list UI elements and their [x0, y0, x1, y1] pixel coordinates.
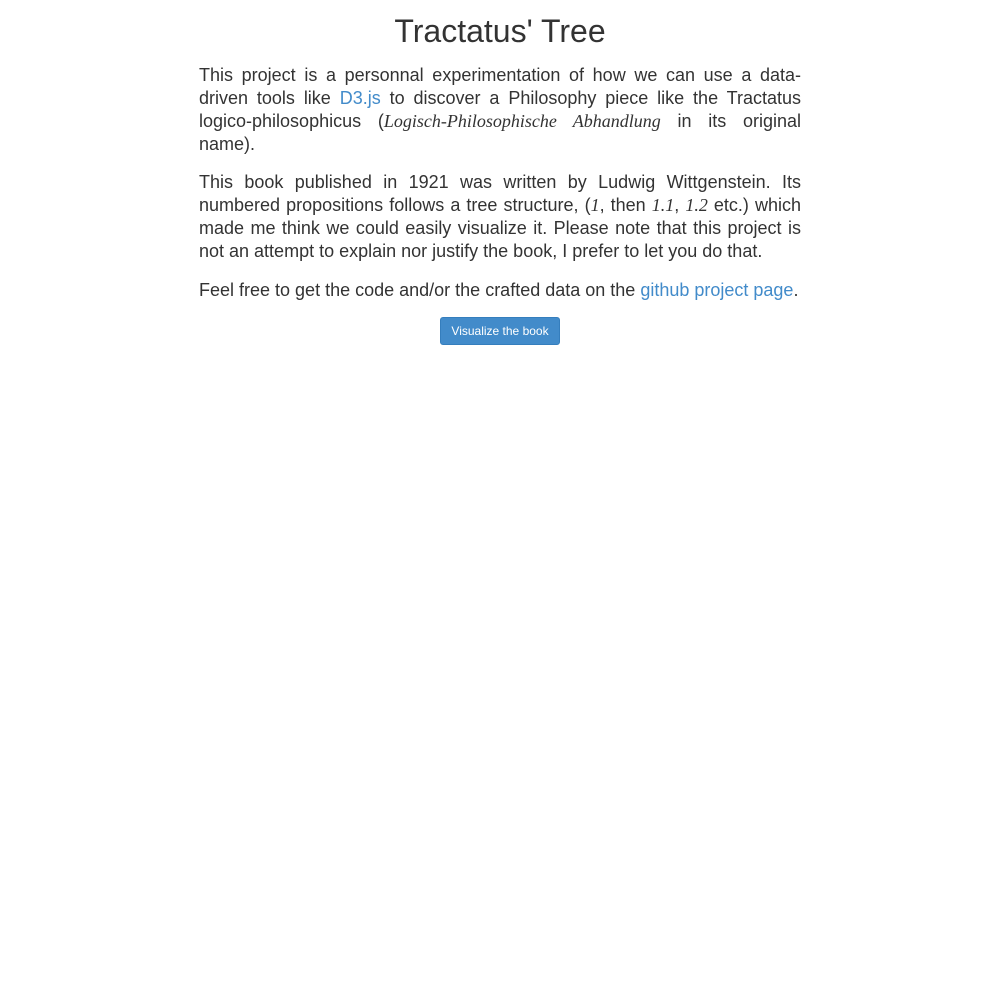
- proposition-number-1: 1: [590, 195, 600, 215]
- intro-text-2: to discover a Philosophy piece like the Tractatus logico-philosophicus (: [199, 88, 801, 131]
- history-text-2: , then: [599, 195, 652, 215]
- source-paragraph: [199, 279, 801, 302]
- proposition-number-1-2: 1.2: [685, 195, 708, 215]
- proposition-number-1-1: 1.1: [651, 195, 675, 215]
- page-title: Tractatus' Tree: [394, 13, 606, 49]
- history-text-1: This book published in 1921 was written by Ludwig Wittgenstein. Its numbered propositions follows a tree structure, (: [199, 172, 801, 215]
- source-text-1: Feel free to get the code and/or the crafted data on the: [199, 280, 641, 300]
- original-name: Logisch-Philosophische Abhandlung: [383, 111, 661, 131]
- source-text-2: .: [793, 280, 799, 300]
- intro-paragraph: [199, 64, 801, 156]
- intro-text-1: This project is a personnal experimentation of how we can use a data-driven tools like: [199, 65, 801, 108]
- main-content: [199, 0, 801, 345]
- actions: [199, 317, 801, 345]
- visualize-book-button[interactable]: Visualize the book: [440, 317, 559, 345]
- intro-text-3: in its original name).: [199, 111, 802, 154]
- history-text-3: ,: [674, 195, 686, 215]
- history-paragraph: [199, 171, 801, 263]
- history-text-4: etc.) which made me think we could easily visualize it. Please note that this project is not an attempt to explain nor justify the book, I prefer to let you do that.: [199, 195, 801, 261]
- github-link[interactable]: github project page: [640, 280, 794, 300]
- d3-link[interactable]: D3.js: [339, 88, 381, 108]
